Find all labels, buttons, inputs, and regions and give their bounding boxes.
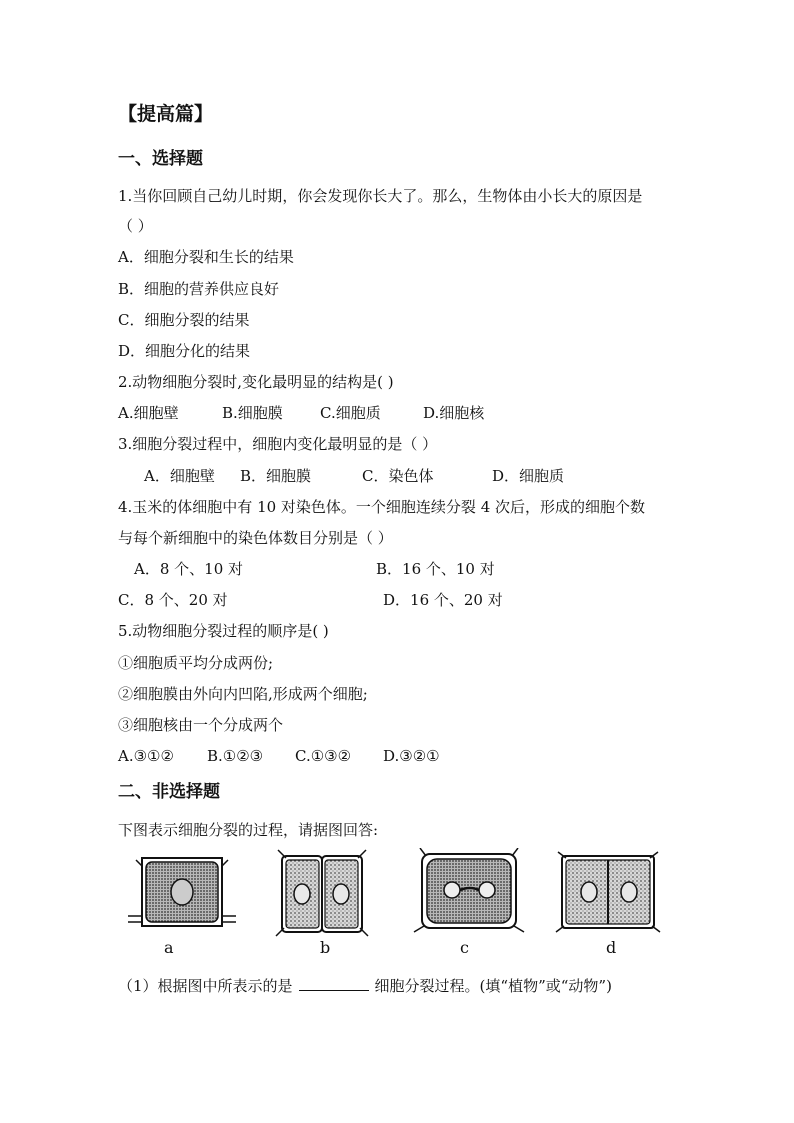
part2-intro: 下图表示细胞分裂的过程，请据图回答: bbox=[118, 821, 379, 839]
q5-option-a: A.③①② bbox=[118, 747, 174, 765]
q5-step-3: ③细胞核由一个分成两个 bbox=[118, 716, 284, 734]
figure-label-d: d bbox=[606, 938, 617, 957]
cell-division-figure bbox=[128, 848, 668, 960]
part1-heading: 一、选择题 bbox=[118, 149, 203, 169]
q3-option-b: B．细胞膜 bbox=[240, 467, 312, 485]
q1-option-a: A．细胞分裂和生长的结果 bbox=[118, 248, 294, 266]
q1-option-d: D．细胞分化的结果 bbox=[118, 342, 251, 360]
part2-q1-suffix: 细胞分裂过程。(填“植物”或“动物”) bbox=[374, 977, 612, 995]
part2-heading: 二、非选择题 bbox=[118, 782, 220, 802]
q4-option-c: C．8 个、20 对 bbox=[118, 591, 228, 609]
cell-a bbox=[128, 858, 236, 926]
q3-option-a: A．细胞壁 bbox=[144, 467, 215, 485]
q4-option-a: A．8 个、10 对 bbox=[134, 560, 243, 578]
cell-c bbox=[414, 848, 524, 932]
figure-label-a: a bbox=[164, 938, 174, 957]
q2-stem: 2.动物细胞分裂时,变化最明显的结构是( ) bbox=[118, 373, 394, 391]
q1-option-b: B．细胞的营养供应良好 bbox=[118, 280, 280, 298]
cell-division-svg bbox=[128, 848, 668, 960]
q2-option-b: B.细胞膜 bbox=[222, 404, 283, 422]
figure-label-c: c bbox=[460, 938, 469, 957]
q4-option-d: D．16 个、20 对 bbox=[383, 591, 503, 609]
cell-b bbox=[276, 850, 368, 936]
q5-step-2: ②细胞膜由外向内凹陷,形成两个细胞; bbox=[118, 685, 368, 703]
q3-stem: 3.细胞分裂过程中，细胞内变化最明显的是（ ） bbox=[118, 435, 438, 453]
part2-q1-blank[interactable] bbox=[299, 976, 369, 991]
q3-option-c: C．染色体 bbox=[362, 467, 434, 485]
q5-option-b: B.①②③ bbox=[207, 747, 264, 765]
q4-stem-line1: 4.玉米的体细胞中有 10 对染色体。一个细胞连续分裂 4 次后，形成的细胞个数 bbox=[118, 498, 646, 516]
q5-stem: 5.动物细胞分裂过程的顺序是( ) bbox=[118, 622, 329, 640]
section-title: 【提高篇】 bbox=[118, 103, 214, 125]
q4-stem-line2: 与每个新细胞中的染色体数目分别是（ ） bbox=[118, 529, 393, 547]
q1-stem-line2: （ ） bbox=[118, 217, 153, 235]
q2-option-c: C.细胞质 bbox=[320, 404, 381, 422]
q5-option-c: C.①③② bbox=[295, 747, 352, 765]
q1-option-c: C．细胞分裂的结果 bbox=[118, 311, 250, 329]
q5-option-d: D.③②① bbox=[383, 747, 440, 765]
q4-option-b: B．16 个、10 对 bbox=[376, 560, 495, 578]
q5-step-1: ①细胞质平均分成两份; bbox=[118, 654, 274, 672]
q1-stem-line1: 1.当你回顾自己幼儿时期，你会发现你长大了。那么，生物体由小长大的原因是 bbox=[118, 187, 643, 205]
cell-d bbox=[556, 852, 660, 932]
part2-q1-prefix: （1）根据图中所表示的是 bbox=[118, 977, 293, 995]
figure-label-b: b bbox=[320, 938, 331, 957]
q3-option-d: D．细胞质 bbox=[492, 467, 565, 485]
part2-q1 bbox=[118, 976, 612, 996]
q2-option-d: D.细胞核 bbox=[423, 404, 485, 422]
q2-option-a: A.细胞壁 bbox=[118, 404, 179, 422]
